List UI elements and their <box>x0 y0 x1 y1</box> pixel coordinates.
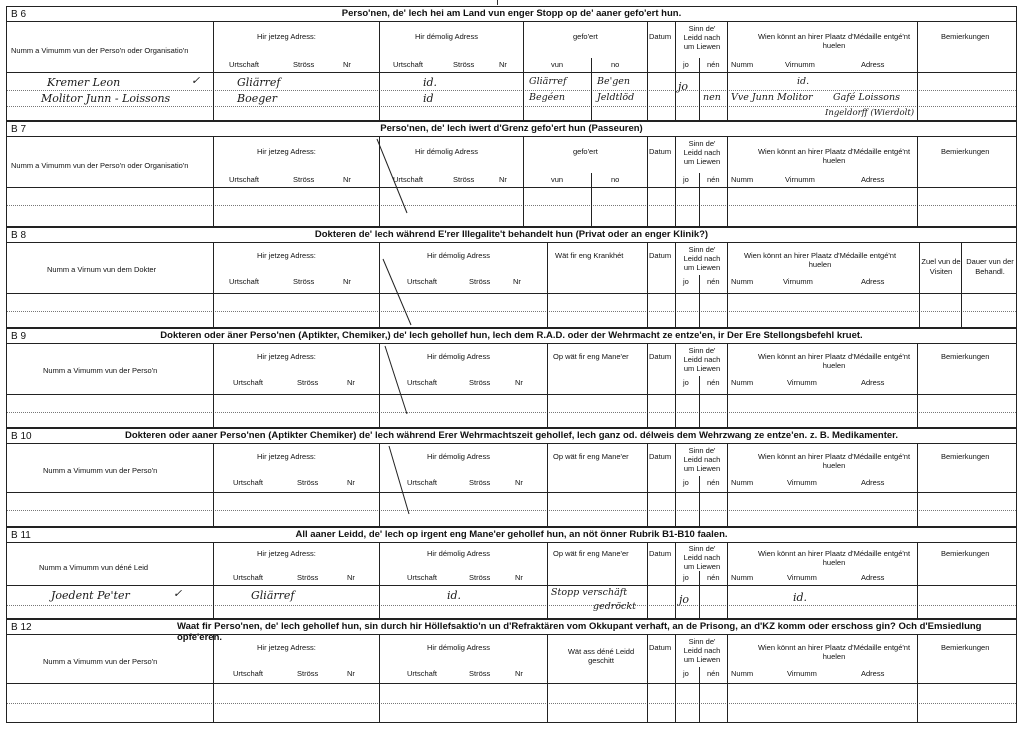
top-tick-mark <box>497 0 498 5</box>
col-datum: Datum <box>649 643 672 652</box>
col-nen: nén <box>707 175 720 184</box>
col-bemierkungen: Bemierkungen <box>941 452 990 461</box>
handwritten-nen: nen <box>703 92 721 103</box>
col-wien: Wien könnt an hirer Plaatz d'Médaille entgé'nt huelen <box>743 251 897 269</box>
col-name: Numm a Vimumm vun der Perso'n <box>43 466 158 475</box>
col-nen: nén <box>707 478 720 487</box>
col-nr: Nr <box>343 277 351 286</box>
check-mark: ✓ <box>173 587 183 600</box>
col-nr: Nr <box>347 478 355 487</box>
handwritten-no: Jeldtlöd <box>597 92 635 103</box>
col-former-address: Hir démolig Adress <box>427 643 490 652</box>
section-code: B 10 <box>11 431 32 442</box>
col-bemierkungen: Bemierkungen <box>941 147 990 156</box>
col-wien: Wien könnt an hirer Plaatz d'Médaille entgé'nt huelen <box>757 549 911 567</box>
handwritten-medal-id: id. <box>797 76 810 87</box>
col-nr: Nr <box>343 60 351 69</box>
col-bemierkungen: Bemierkungen <box>941 549 990 558</box>
col-stross: Ströss <box>469 573 491 582</box>
col-current-address: Hir jetzeg Adress: <box>257 32 316 41</box>
col-datum: Datum <box>649 251 672 260</box>
col-stross: Ströss <box>297 573 319 582</box>
col-stross: Ströss <box>297 478 319 487</box>
section-b11 <box>6 527 1017 619</box>
col-stross: Ströss <box>469 378 491 387</box>
col-urtschaft: Urtschaft <box>407 378 438 387</box>
col-urtschaft: Urtschaft <box>229 60 260 69</box>
col-sinn-leidd: Sinn de' Leidd nach um Liewen <box>683 245 721 272</box>
col-nr: Nr <box>347 669 355 678</box>
col-name: Numm a Vimumm vun der Perso'n <box>43 366 158 375</box>
col-nr: Nr <box>515 478 523 487</box>
col-sinn-leidd: Sinn de' Leidd nach um Liewen <box>683 139 721 166</box>
col-former-address: Hir démolig Adress <box>427 549 490 558</box>
section-code: B 9 <box>11 331 27 342</box>
col-former-address: Hir démolig Adress <box>427 352 490 361</box>
handwritten-jo: jo <box>678 80 689 93</box>
col-numm: Numm <box>731 669 754 678</box>
col-wien: Wien könnt an hirer Plaatz d'Médaille entgé'nt huelen <box>757 643 911 661</box>
handwritten-vun: Begéen <box>529 92 566 103</box>
col-wien: Wien könnt an hirer Plaatz d'Médaille entgé'nt huelen <box>757 147 911 165</box>
col-bemierkungen: Bemierkungen <box>941 32 990 41</box>
col-manier: Op wät fir eng Mane'er <box>553 452 629 461</box>
section-body <box>7 136 1016 226</box>
col-sinn-leidd: Sinn de' Leidd nach um Liewen <box>683 346 721 373</box>
col-urtschaft: Urtschaft <box>407 277 438 286</box>
col-former-address: Hir démolig Adress <box>427 452 490 461</box>
pen-stroke <box>381 257 421 337</box>
col-stross: Ströss <box>469 478 491 487</box>
col-adress: Adress <box>861 378 885 387</box>
col-numm: Numm <box>731 378 754 387</box>
col-nr: Nr <box>515 378 523 387</box>
col-stross: Ströss <box>293 277 315 286</box>
col-bemierkungen: Bemierkungen <box>941 643 990 652</box>
col-sinn-leidd: Sinn de' Leidd nach um Liewen <box>683 544 721 571</box>
col-virnumm: Virnumm <box>783 277 813 286</box>
col-current-address: Hir jetzeg Adress: <box>257 352 316 361</box>
col-wien: Wien könnt an hirer Plaatz d'Médaille entgé'nt huelen <box>757 452 911 470</box>
col-numm: Numm <box>731 573 754 582</box>
section-b12 <box>6 619 1017 723</box>
col-nr: Nr <box>499 175 507 184</box>
handwritten-location: Boeger <box>237 92 278 105</box>
col-former-address: Hir démolig Adress <box>415 147 478 156</box>
handwritten-no: Be'gen <box>597 76 631 87</box>
col-numm: Numm <box>731 277 754 286</box>
col-gefoert: gefo'ert <box>573 147 598 156</box>
col-adress: Adress <box>861 277 885 286</box>
col-urtschaft: Urtschaft <box>407 669 438 678</box>
section-body <box>7 343 1016 427</box>
col-stross: Ströss <box>297 669 319 678</box>
col-name: Numm a Vimumm vun déné Leid <box>39 563 149 572</box>
col-stross: Ströss <box>469 277 491 286</box>
col-wat-geschitt: Wät ass déné Leidd geschitt <box>567 647 635 665</box>
col-name: Numm a Vimumm vun der Perso'n oder Organisatio'n <box>11 161 189 170</box>
col-virnumm: Virnumm <box>785 175 815 184</box>
handwritten-medal-address: Ingeldorff (Wierdolt) <box>825 108 915 118</box>
col-zuel-visiten: Zuel vun de Visiten <box>921 257 961 276</box>
col-current-address: Hir jetzeg Adress: <box>257 147 316 156</box>
col-nen: nén <box>707 60 720 69</box>
col-virnumm: Virnumm <box>787 378 817 387</box>
col-numm: Numm <box>731 175 754 184</box>
col-adress: Adress <box>861 175 885 184</box>
col-current-address: Hir jetzeg Adress: <box>257 452 316 461</box>
col-virnumm: Virnumm <box>787 669 817 678</box>
col-stross: Ströss <box>453 175 475 184</box>
col-dauer: Dauer vun der Behandl. <box>966 257 1014 276</box>
col-nr: Nr <box>515 669 523 678</box>
col-jo: jo <box>683 478 689 487</box>
col-no: no <box>611 60 620 69</box>
col-jo: jo <box>683 60 689 69</box>
handwritten-manner: Stopp verschäft <box>551 587 628 598</box>
handwritten-medal-address: Gafé Loissons <box>833 92 900 103</box>
col-datum: Datum <box>649 147 672 156</box>
section-body <box>7 443 1016 526</box>
handwritten-former: id <box>423 92 434 105</box>
section-body <box>7 242 1016 327</box>
pen-stroke <box>373 137 423 227</box>
col-name: Numm a Vimumm vun der Perso'n oder Organisatio'n <box>11 46 189 55</box>
section-code: B 12 <box>11 622 32 633</box>
handwritten-jo: jo <box>679 593 690 606</box>
col-former-address: Hir démolig Adress <box>427 251 490 260</box>
col-adress: Adress <box>861 60 885 69</box>
col-urtschaft: Urtschaft <box>233 573 264 582</box>
col-adress: Adress <box>861 669 885 678</box>
col-name: Numm a Vimumm vun der Perso'n <box>43 657 158 666</box>
col-adress: Adress <box>861 478 885 487</box>
section-code: B 7 <box>11 124 27 135</box>
col-datum: Datum <box>649 452 672 461</box>
col-datum: Datum <box>649 352 672 361</box>
col-urtschaft: Urtschaft <box>233 669 264 678</box>
col-krankhet: Wät fir eng Krankhét <box>555 251 624 260</box>
pen-stroke <box>381 344 421 430</box>
col-urtschaft: Urtschaft <box>233 378 264 387</box>
col-manier: Op wät fir eng Mane'er <box>553 352 629 361</box>
handwritten-location: Gliärref <box>251 589 295 602</box>
col-nen: nén <box>707 378 720 387</box>
section-title: All aaner Leidd, de' lech op irgent eng Mane'er gehollef hun, an nöt önner Rubrik B1-B10 faalen. <box>295 529 728 540</box>
col-stross: Ströss <box>469 669 491 678</box>
col-sinn-leidd: Sinn de' Leidd nach um Liewen <box>683 24 721 51</box>
col-nr: Nr <box>515 573 523 582</box>
check-mark: ✓ <box>191 74 201 87</box>
section-code: B 11 <box>11 530 31 541</box>
col-urtschaft: Urtschaft <box>393 175 424 184</box>
handwritten-vun: Gliärref <box>529 76 567 87</box>
col-virnumm: Virnumm <box>785 60 815 69</box>
col-nen: nén <box>707 669 720 678</box>
col-stross: Ströss <box>293 60 315 69</box>
col-urtschaft: Urtschaft <box>407 478 438 487</box>
section-title: Dokteren oder äner Perso'nen (Aptikter, Chemiker,) de' lech gehollef hun, lech dem R.A.D. oder der Wehrmacht ze entze'en, ir Der Ere Stellongsbefehl kruet. <box>160 330 863 341</box>
col-numm: Numm <box>731 60 754 69</box>
handwritten-location: Gliärref <box>237 76 281 89</box>
handwritten-former: id. <box>423 76 438 89</box>
section-title: Dokteren de' lech während E'rer Illegalite't behandelt hun (Privat oder an enger Klinik?) <box>314 229 709 240</box>
col-urtschaft: Urtschaft <box>229 175 260 184</box>
handwritten-name: Joedent Pe'ter <box>51 589 130 602</box>
section-code: B 8 <box>11 230 27 241</box>
section-code: B 6 <box>11 9 27 20</box>
col-urtschaft: Urtschaft <box>393 60 424 69</box>
col-jo: jo <box>683 378 689 387</box>
section-body <box>7 634 1016 722</box>
col-gefoert: gefo'ert <box>573 32 598 41</box>
col-current-address: Hir jetzeg Adress: <box>257 251 316 260</box>
pen-stroke <box>387 444 427 528</box>
section-b6 <box>6 6 1017 121</box>
section-title: Perso'nen, de' lech iwert d'Grenz gefo'ert hun (Passeuren) <box>380 123 643 134</box>
col-current-address: Hir jetzeg Adress: <box>257 643 316 652</box>
col-urtschaft: Urtschaft <box>233 478 264 487</box>
col-nr: Nr <box>347 573 355 582</box>
col-vun: vun <box>551 60 564 69</box>
col-vun: vun <box>551 175 564 184</box>
col-stross: Ströss <box>293 175 315 184</box>
col-nr: Nr <box>513 277 521 286</box>
col-nr: Nr <box>347 378 355 387</box>
col-nr: Nr <box>343 175 351 184</box>
col-nr: Nr <box>499 60 507 69</box>
col-sinn-leidd: Sinn de' Leidd nach um Liewen <box>683 446 721 473</box>
col-numm: Numm <box>731 478 754 487</box>
section-title: Dokteren oder aaner Perso'nen (Aptikter Chemiker) de' lech während Erer Wehrmachtszeit gehollef, lech ganz od. délweis dem Wehrzwang ze entze'en. z. B. Medikamenter. <box>125 430 898 441</box>
col-no: no <box>611 175 620 184</box>
section-title: Perso'nen, de' lech hei am Land vun enger Stopp op de' aaner gefo'ert hun. <box>341 8 682 19</box>
section-b7 <box>6 121 1017 227</box>
col-former-address: Hir démolig Adress <box>415 32 478 41</box>
col-urtschaft: Urtschaft <box>229 277 260 286</box>
handwritten-medal-id: id. <box>793 591 808 604</box>
col-jo: jo <box>683 573 689 582</box>
col-name: Numm a Virnum vun dem Dokter <box>47 265 157 274</box>
section-b10 <box>6 428 1017 527</box>
handwritten-name: Molitor Junn - Loissons <box>41 92 171 105</box>
handwritten-manner: gedröckt <box>593 601 636 612</box>
col-stross: Ströss <box>453 60 475 69</box>
handwritten-name: Kremer Leon <box>47 76 121 89</box>
col-urtschaft: Urtschaft <box>407 573 438 582</box>
col-manier: Op wät fir eng Mane'er <box>553 549 629 558</box>
section-b9 <box>6 328 1017 428</box>
col-datum: Datum <box>649 549 672 558</box>
col-virnumm: Virnumm <box>787 478 817 487</box>
section-body <box>7 21 1016 120</box>
col-jo: jo <box>683 669 689 678</box>
col-adress: Adress <box>861 573 885 582</box>
col-virnumm: Virnumm <box>787 573 817 582</box>
col-datum: Datum <box>649 32 672 41</box>
col-jo: jo <box>683 277 689 286</box>
col-nen: nén <box>707 573 720 582</box>
col-nen: nén <box>707 277 720 286</box>
section-body <box>7 542 1016 618</box>
col-current-address: Hir jetzeg Adress: <box>257 549 316 558</box>
col-jo: jo <box>683 175 689 184</box>
col-wien: Wien könnt an hirer Plaatz d'Médaille entgé'nt huelen <box>757 352 911 370</box>
section-title: Waat fir Perso'nen, de' lech gehollef hun, sin durch hir Höllefsaktio'n un d'Refraktären vom Okkupant verhaft, an de Prisong, an d'KZ komm oder erschoss gin? Och d'Emsiedlung opfe'eren. <box>177 621 982 643</box>
col-wien: Wien könnt an hirer Plaatz d'Médaille entgé'nt huelen <box>757 32 911 50</box>
section-b8 <box>6 227 1017 328</box>
handwritten-medal-name: Vve Junn Molitor <box>731 92 813 103</box>
handwritten-former: id. <box>447 589 462 602</box>
col-stross: Ströss <box>297 378 319 387</box>
col-sinn-leidd: Sinn de' Leidd nach um Liewen <box>683 637 721 664</box>
col-bemierkungen: Bemierkungen <box>941 352 990 361</box>
